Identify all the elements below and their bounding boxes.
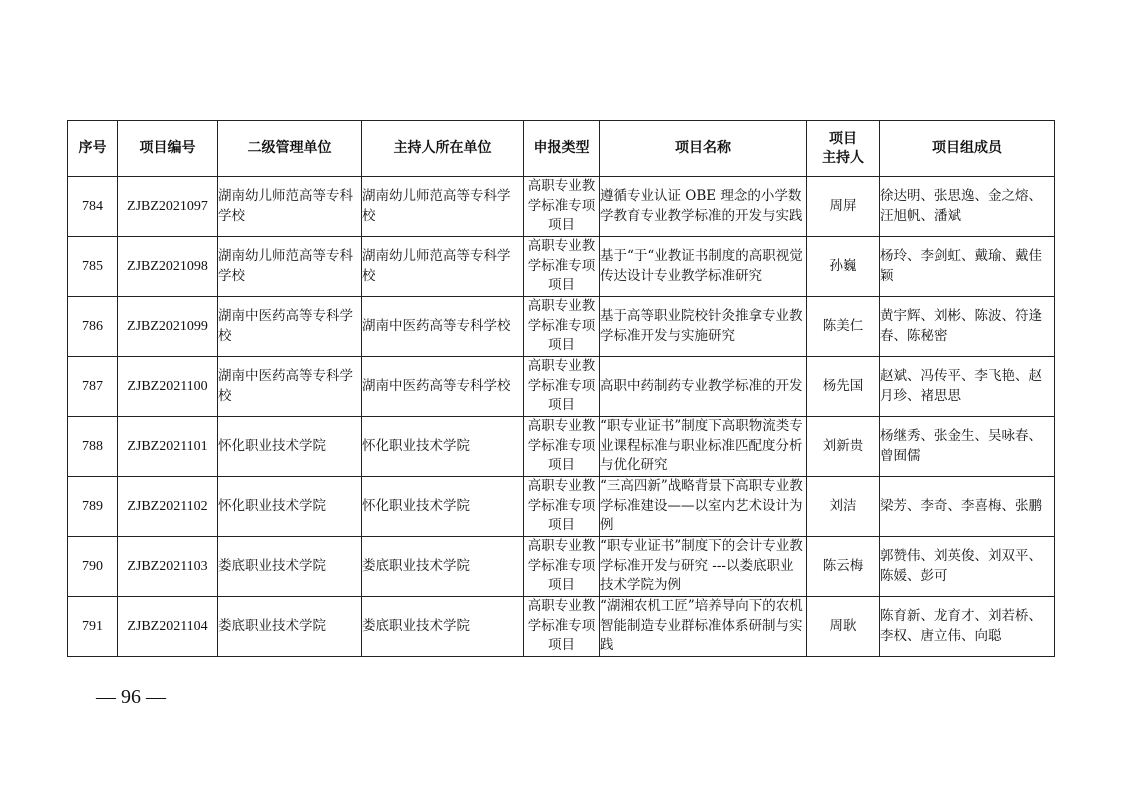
cell-leader: 周耿	[807, 597, 880, 657]
cell-host-unit: 湖南幼儿师范高等专科学校	[362, 237, 524, 297]
table-row	[68, 597, 1055, 657]
cell-name: 高职中药制药专业教学标准的开发	[600, 357, 807, 417]
table-row	[68, 417, 1055, 477]
cell-code: ZJBZ2021098	[118, 237, 218, 297]
cell-unit: 怀化职业技术学院	[218, 417, 362, 477]
cell-host-unit: 湖南中医药高等专科学校	[362, 357, 524, 417]
cell-no: 787	[68, 357, 118, 417]
cell-members: 赵斌、冯传平、李飞艳、赵月珍、褚思思	[880, 357, 1055, 417]
cell-code: ZJBZ2021103	[118, 537, 218, 597]
cell-code: ZJBZ2021104	[118, 597, 218, 657]
cell-name: “湖湘农机工匠”培养导向下的农机智能制造专业群标准体系研制与实践	[600, 597, 807, 657]
cell-leader: 陈美仁	[807, 297, 880, 357]
cell-unit: 湖南幼儿师范高等专科学校	[218, 177, 362, 237]
cell-members: 黄宇辉、刘彬、陈波、符逢春、陈秘密	[880, 297, 1055, 357]
cell-members: 郭赞伟、刘英俊、刘双平、陈媛、彭可	[880, 537, 1055, 597]
cell-name: 遵循专业认证 OBE 理念的小学数学教育专业教学标准的开发与实践	[600, 177, 807, 237]
cell-members: 陈育新、龙育才、刘若桥、李权、唐立伟、向聪	[880, 597, 1055, 657]
cell-unit: 湖南中医药高等专科学校	[218, 297, 362, 357]
cell-leader: 刘洁	[807, 477, 880, 537]
header-type: 申报类型	[524, 121, 600, 177]
cell-code: ZJBZ2021102	[118, 477, 218, 537]
cell-type: 高职专业教学标准专项项目	[524, 237, 600, 297]
header-code: 项目编号	[118, 121, 218, 177]
cell-code: ZJBZ2021099	[118, 297, 218, 357]
table-row	[68, 177, 1055, 237]
cell-members: 徐达明、张思逸、金之熔、汪旭帆、潘斌	[880, 177, 1055, 237]
table-row	[68, 537, 1055, 597]
cell-no: 790	[68, 537, 118, 597]
cell-leader: 周屏	[807, 177, 880, 237]
header-name: 项目名称	[600, 121, 807, 177]
header-no: 序号	[68, 121, 118, 177]
cell-name: “职专业证书”制度下高职物流类专业课程标准与职业标准匹配度分析与优化研究	[600, 417, 807, 477]
table-row	[68, 357, 1055, 417]
cell-no: 788	[68, 417, 118, 477]
table-row	[68, 297, 1055, 357]
cell-members: 梁芳、李奇、李喜梅、张鹏	[880, 477, 1055, 537]
cell-members: 杨玲、李剑虹、戴瑜、戴佳颖	[880, 237, 1055, 297]
cell-unit: 娄底职业技术学院	[218, 537, 362, 597]
cell-name: “职专业证书”制度下的会计专业教学标准开发与研究 ---以娄底职业技术学院为例	[600, 537, 807, 597]
cell-leader: 杨先国	[807, 357, 880, 417]
cell-type: 高职专业教学标准专项项目	[524, 477, 600, 537]
projects-table	[67, 120, 1055, 657]
cell-no: 791	[68, 597, 118, 657]
cell-unit: 怀化职业技术学院	[218, 477, 362, 537]
cell-host-unit: 怀化职业技术学院	[362, 477, 524, 537]
cell-members: 杨继秀、张金生、吴咏春、曾囿儒	[880, 417, 1055, 477]
cell-no: 784	[68, 177, 118, 237]
header-leader: 项目 主持人	[807, 121, 880, 177]
cell-type: 高职专业教学标准专项项目	[524, 597, 600, 657]
cell-unit: 湖南中医药高等专科学校	[218, 357, 362, 417]
cell-code: ZJBZ2021097	[118, 177, 218, 237]
cell-name: 基于“于“业教证书制度的高职视觉传达设计专业教学标准研究	[600, 237, 807, 297]
cell-host-unit: 娄底职业技术学院	[362, 537, 524, 597]
cell-leader: 陈云梅	[807, 537, 880, 597]
table-row	[68, 237, 1055, 297]
cell-code: ZJBZ2021100	[118, 357, 218, 417]
cell-no: 786	[68, 297, 118, 357]
cell-leader: 刘新贵	[807, 417, 880, 477]
cell-host-unit: 湖南幼儿师范高等专科学校	[362, 177, 524, 237]
header-host-unit: 主持人所在单位	[362, 121, 524, 177]
cell-no: 785	[68, 237, 118, 297]
cell-type: 高职专业教学标准专项项目	[524, 297, 600, 357]
header-members: 项目组成员	[880, 121, 1055, 177]
cell-type: 高职专业教学标准专项项目	[524, 357, 600, 417]
page-number: — 96 —	[96, 686, 166, 708]
cell-code: ZJBZ2021101	[118, 417, 218, 477]
cell-host-unit: 怀化职业技术学院	[362, 417, 524, 477]
header-unit: 二级管理单位	[218, 121, 362, 177]
cell-host-unit: 娄底职业技术学院	[362, 597, 524, 657]
cell-leader: 孙巍	[807, 237, 880, 297]
cell-type: 高职专业教学标准专项项目	[524, 417, 600, 477]
cell-unit: 湖南幼儿师范高等专科学校	[218, 237, 362, 297]
cell-unit: 娄底职业技术学院	[218, 597, 362, 657]
cell-no: 789	[68, 477, 118, 537]
cell-type: 高职专业教学标准专项项目	[524, 177, 600, 237]
table-row	[68, 477, 1055, 537]
cell-host-unit: 湖南中医药高等专科学校	[362, 297, 524, 357]
cell-name: “三高四新”战略背景下高职专业教学标准建设——以室内艺术设计为例	[600, 477, 807, 537]
table-header-row	[68, 121, 1055, 177]
cell-type: 高职专业教学标准专项项目	[524, 537, 600, 597]
cell-name: 基于高等职业院校针灸推拿专业教学标准开发与实施研究	[600, 297, 807, 357]
